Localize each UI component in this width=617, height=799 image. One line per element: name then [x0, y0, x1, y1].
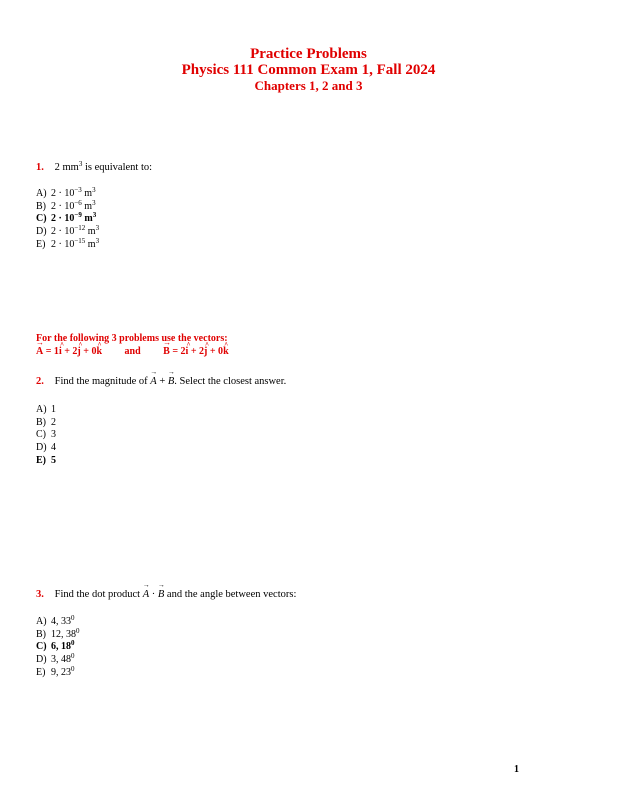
- answer-option: D) $2 \cdot 10^{-12}$ $m^3$: [36, 224, 100, 238]
- answer-option-correct: C) 6, $18^0$: [36, 639, 75, 653]
- vectors-definition: [36, 332, 229, 358]
- answer-option: D) 4: [36, 442, 56, 454]
- question-2-options: [36, 404, 56, 468]
- vector-b-symbol: → B: [163, 345, 170, 358]
- question-text: Find the magnitude of → A + → B. Select the closest answer.: [55, 376, 287, 387]
- vector-a-symbol: → A: [36, 345, 43, 358]
- chapters-line: Chapters 1, 2 and 3: [254, 78, 363, 93]
- vectors-intro: For the following 3 problems use the vectors:: [36, 333, 228, 344]
- page-number: 1: [514, 764, 519, 775]
- question-3: [36, 589, 296, 600]
- answer-option: E) $2 \cdot 10^{-15}$ $m^3$: [36, 236, 100, 250]
- question-number: 1.: [36, 162, 44, 173]
- answer-option: C) 3: [36, 429, 56, 441]
- question-1-options: [36, 188, 99, 252]
- answer-option: A) 1: [36, 404, 56, 415]
- answer-option: E) 9, $23^0$: [36, 664, 75, 678]
- question-number: 3.: [36, 589, 44, 600]
- question-text: Find the dot product → A · → B and the angle between vectors:: [55, 589, 297, 600]
- question-text: 2 $mm^3$ is equivalent to:: [54, 160, 153, 173]
- answer-option: B) 12, $38^0$: [36, 626, 80, 640]
- question-number: 2.: [36, 376, 44, 387]
- and-word: and: [124, 346, 141, 357]
- page-title: Practice Problems: [250, 46, 367, 62]
- question-1: [36, 162, 152, 173]
- exam-subtitle: Physics 111 Common Exam 1, Fall 2024: [181, 62, 436, 78]
- answer-option: A) 4, $33^0$: [36, 614, 75, 627]
- question-3-options: [36, 616, 80, 680]
- answer-option-correct: C) $2 \cdot 10^{-9}$ $m^3$: [36, 211, 97, 225]
- question-2: [36, 376, 286, 387]
- answer-option-correct: E) 5: [36, 454, 56, 466]
- answer-option: A) $2 \cdot 10^{-3}$ $m^3$: [36, 186, 96, 199]
- answer-option: B) 2: [36, 416, 56, 428]
- answer-option: D) 3, $48^0$: [36, 652, 75, 666]
- answer-option: B) $2 \cdot 10^{-6}$ $m^3$: [36, 198, 96, 212]
- vectors-equations: → A = 1^ i + 2^ j + 0^ k and → B = 2^ i + 2^ j + 0^ k: [36, 345, 229, 358]
- document-header: [0, 46, 617, 94]
